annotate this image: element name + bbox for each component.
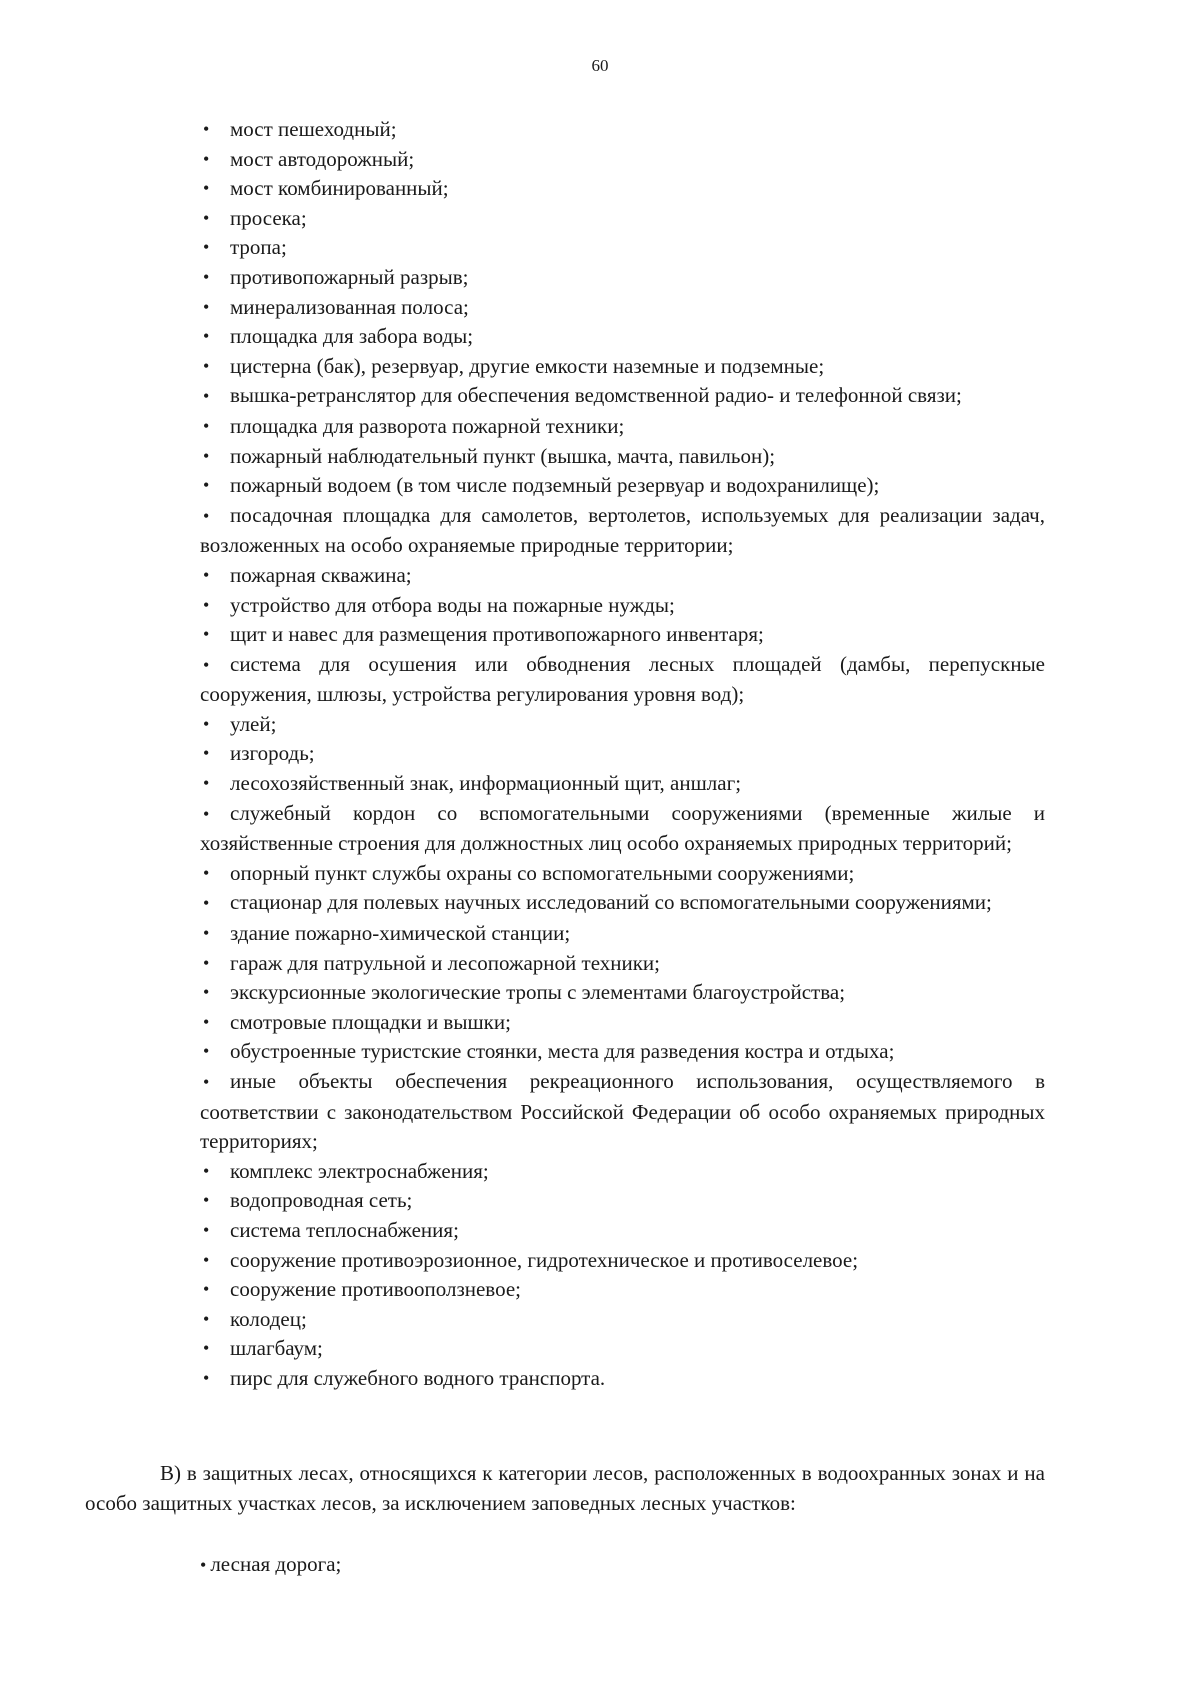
bullet-icon: • — [203, 1279, 210, 1300]
list-item-text: сооружение противоэрозионное, гидротехническое и противоселевое; — [230, 1247, 859, 1272]
list-item — [200, 591, 1045, 621]
list-item-text: здание пожарно-химической станции; — [230, 921, 571, 946]
list-item — [200, 888, 1045, 919]
list-item-text: площадка для забора воды; — [230, 324, 474, 349]
list-item — [200, 145, 1045, 175]
list-item — [200, 293, 1045, 323]
list-item — [200, 919, 1045, 949]
list-item — [200, 471, 1045, 501]
list-item-text: мост пешеходный; — [230, 117, 397, 141]
list-item-text: щит и навес для размещения противопожарного инвентаря; — [230, 622, 764, 647]
list-item — [200, 739, 1045, 769]
bullet-icon: • — [203, 1041, 210, 1062]
list-item-text: лесохозяйственный знак, информационный щит, аншлаг; — [230, 771, 742, 796]
list-item — [200, 412, 1045, 442]
page-number: 60 — [591, 56, 609, 75]
list-item — [200, 799, 1045, 859]
bullet-icon: • — [203, 475, 210, 496]
bullet-icon: • — [203, 803, 210, 824]
list-item-text: система теплоснабжения; — [230, 1217, 459, 1242]
list-item-text: улей; — [230, 711, 277, 736]
list-item-text: пожарная скважина; — [230, 562, 412, 587]
bullet-icon: • — [203, 1308, 210, 1329]
list-item-text: шлагбаум; — [230, 1336, 323, 1361]
list-item-text: мост комбинированный; — [230, 176, 449, 201]
list-item — [200, 263, 1045, 293]
list-item — [200, 859, 1045, 889]
list-item-text: посадочная площадка для самолетов, вертолетов, используемых для реализации задач, возложенных на особо охраняемые природные территории; — [200, 502, 1045, 558]
list-item — [200, 233, 1045, 263]
bullet-icon: • — [200, 1555, 207, 1575]
list-item-text: гараж для патрульной и лесопожарной техники; — [230, 950, 660, 975]
list-item-text: устройство для отбора воды на пожарные нужды; — [230, 592, 675, 617]
list-item — [200, 620, 1045, 650]
list-item-text: лесная дорога; — [210, 1552, 342, 1576]
bullet-icon: • — [203, 713, 210, 734]
bullet-icon: • — [203, 326, 210, 347]
bullet-icon: • — [203, 119, 210, 139]
list-item-text: просека; — [230, 205, 307, 230]
list-item — [200, 1364, 1045, 1394]
bullet-icon: • — [203, 564, 210, 585]
list-item-text: колодец; — [230, 1306, 307, 1331]
list-item — [200, 978, 1045, 1008]
list-item — [200, 1067, 1045, 1157]
list-item — [200, 1037, 1045, 1067]
list-item-text: стационар для полевых научных исследований со вспомогательными сооружениями; — [230, 890, 992, 915]
bullet-icon: • — [203, 505, 210, 526]
list-item-text: система для осушения или обводнения лесных площадей (дамбы, перепускные сооружения, шлюзы, устройства регулирования уровня вод); — [200, 651, 1045, 707]
list-item — [200, 1275, 1045, 1305]
bullet-icon: • — [203, 237, 210, 258]
list-item — [200, 381, 1045, 412]
list-item — [200, 352, 1045, 382]
bullet-icon: • — [203, 654, 210, 675]
list-item — [200, 710, 1045, 740]
bullet-icon: • — [203, 1338, 210, 1359]
bullet-icon: • — [203, 923, 210, 944]
list-item — [200, 769, 1045, 799]
bullet-icon: • — [203, 1249, 210, 1270]
list-item — [200, 1334, 1045, 1364]
bullet-icon: • — [203, 1072, 210, 1092]
list-item-text: сооружение противооползневое; — [230, 1277, 521, 1302]
list-item-text: цистерна (бак), резервуар, другие емкости наземные и подземные; — [230, 353, 825, 378]
list-item — [200, 1246, 1045, 1276]
bullet-icon: • — [203, 415, 210, 436]
bullet-icon: • — [203, 1219, 210, 1240]
bullet-icon: • — [203, 1190, 210, 1211]
list-item-text: иные объекты обеспечения рекреационного использования, осуществляемого в соответствии с законодательством Российской Федерации об особо охраняемых природных территориях; — [200, 1069, 1045, 1154]
object-list — [200, 115, 1045, 1394]
list-item-text: служебный кордон со вспомогательными сооружениями (временные жилые и хозяйственные строения для должностных лиц особо охраняемых природных территорий; — [200, 800, 1045, 856]
list-item — [200, 1008, 1045, 1038]
list-item-text: опорный пункт службы охраны со вспомогательными сооружениями; — [230, 860, 855, 885]
list-item — [200, 322, 1045, 352]
bullet-icon: • — [203, 207, 210, 228]
list-item — [200, 1305, 1045, 1335]
bullet-icon: • — [203, 773, 210, 794]
list-item-text: пожарный наблюдательный пункт (вышка, мачта, павильон); — [230, 443, 776, 468]
list-item-text: водопроводная сеть; — [230, 1188, 413, 1213]
list-item — [200, 115, 1045, 145]
list-item-text: пирс для служебного водного транспорта. — [230, 1365, 606, 1390]
list-item — [200, 561, 1045, 591]
bullet-icon: • — [203, 952, 210, 973]
list-item-text: площадка для разворота пожарной техники; — [230, 413, 625, 438]
bullet-icon: • — [203, 1011, 210, 1032]
list-item-text: противопожарный разрыв; — [230, 264, 469, 289]
list-item-text: мост автодорожный; — [230, 146, 415, 171]
bullet-icon: • — [203, 982, 210, 1003]
list-item-text: изгородь; — [230, 741, 315, 766]
bullet-icon: • — [203, 355, 210, 376]
list-item-text: экскурсионные экологические тропы с элементами благоустройства; — [230, 980, 846, 1005]
list-item-text: комплекс электроснабжения; — [230, 1158, 489, 1183]
bullet-icon: • — [203, 148, 210, 169]
bullet-icon: • — [203, 594, 210, 615]
bullet-icon: • — [203, 386, 210, 407]
list-item-text: обустроенные туристские стоянки, места для разведения костра и отдыха; — [230, 1039, 895, 1064]
list-item — [200, 650, 1045, 710]
bullet-icon: • — [203, 178, 210, 199]
list-item — [200, 174, 1045, 204]
bullet-icon: • — [203, 1160, 210, 1181]
list-item — [200, 1550, 341, 1581]
list-item — [200, 949, 1045, 979]
list-item — [200, 442, 1045, 472]
list-item-text: смотровые площадки и вышки; — [230, 1009, 511, 1034]
bullet-icon: • — [203, 624, 210, 645]
bullet-icon: • — [203, 862, 210, 883]
list-item — [200, 1186, 1045, 1216]
bullet-icon: • — [203, 743, 210, 764]
list-item-text: пожарный водоем (в том числе подземный резервуар и водохранилище); — [230, 473, 880, 498]
bullet-icon: • — [203, 1367, 210, 1388]
list-item-text: минерализованная полоса; — [230, 294, 469, 319]
bullet-icon: • — [203, 445, 210, 466]
section-paragraph: В) в защитных лесах, относящихся к категории лесов, расположенных в водоохранных зонах и на особо защитных участках лесов, за исключением заповедных лесных участков: — [85, 1461, 1045, 1515]
list-item — [200, 501, 1045, 561]
list-item — [200, 204, 1045, 234]
bullet-icon: • — [203, 296, 210, 317]
bullet-icon: • — [203, 893, 210, 914]
list-item-text: вышка-ретранслятор для обеспечения ведомственной радио- и телефонной связи; — [230, 383, 962, 408]
list-item — [200, 1216, 1045, 1246]
list-item-text: тропа; — [230, 235, 287, 260]
bullet-icon: • — [203, 266, 210, 287]
list-item — [200, 1157, 1045, 1187]
